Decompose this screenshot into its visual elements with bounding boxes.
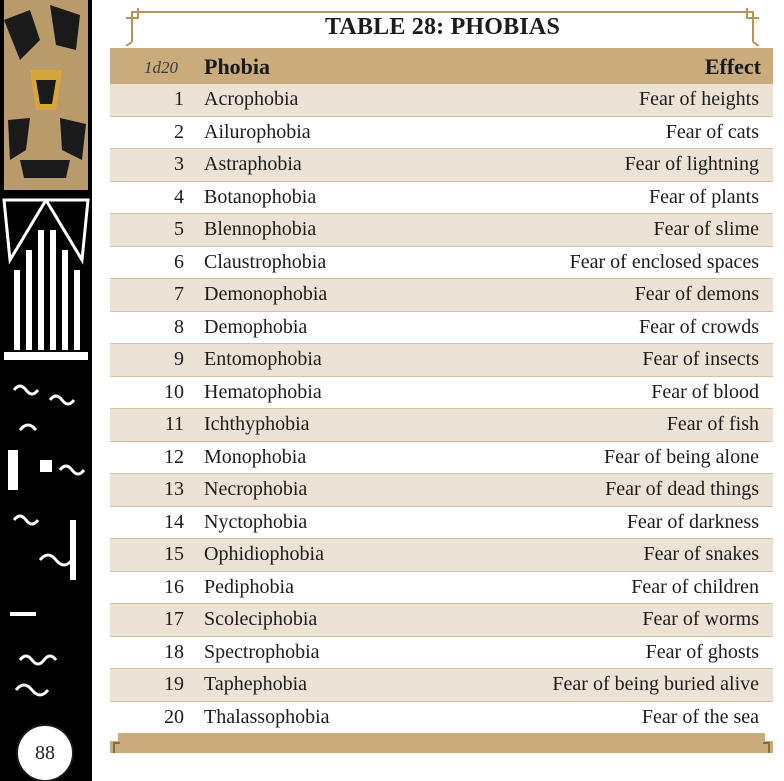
phobia-name: Taphephobia xyxy=(204,673,308,695)
table-title: TABLE 28: PHOBIAS xyxy=(325,14,560,40)
phobia-name: Nyctophobia xyxy=(204,510,308,533)
roll-number: 5 xyxy=(174,218,184,240)
table-row xyxy=(110,474,773,507)
phobia-effect: Fear of enclosed spaces xyxy=(569,250,759,273)
phobia-name: Monophobia xyxy=(204,445,307,468)
phobia-name: Scoleciphobia xyxy=(204,608,318,630)
header-phobia: Phobia xyxy=(204,54,271,79)
phobia-name: Entomophobia xyxy=(204,348,322,370)
table-row xyxy=(110,247,773,280)
phobia-name: Demonophobia xyxy=(204,283,328,305)
phobia-effect: Fear of heights xyxy=(639,88,759,110)
roll-number: 8 xyxy=(174,315,184,338)
phobia-name: Hematophobia xyxy=(204,380,322,403)
phobia-effect: Fear of darkness xyxy=(626,510,759,533)
border-art-icon xyxy=(0,0,92,781)
phobia-name: Necrophobia xyxy=(204,478,308,500)
phobia-effect: Fear of blood xyxy=(651,380,759,403)
phobia-name: Ailurophobia xyxy=(204,120,311,143)
table-row xyxy=(110,182,773,215)
roll-number: 1 xyxy=(174,88,184,110)
roll-number: 18 xyxy=(164,640,184,663)
phobia-name: Spectrophobia xyxy=(204,640,320,663)
table-row xyxy=(110,507,773,540)
phobia-effect: Fear of snakes xyxy=(643,543,759,565)
phobia-effect: Fear of plants xyxy=(649,185,759,208)
table-row xyxy=(110,214,773,247)
phobias-table xyxy=(110,0,773,781)
phobia-effect: Fear of being alone xyxy=(604,445,759,468)
roll-number: 3 xyxy=(174,153,184,175)
phobia-effect: Fear of insects xyxy=(642,348,759,370)
table-row xyxy=(110,669,773,702)
phobia-name: Botanophobia xyxy=(204,185,317,208)
table-row xyxy=(110,442,773,475)
phobia-effect: Fear of fish xyxy=(666,413,759,435)
table-body xyxy=(110,84,773,734)
page-number: 88 xyxy=(16,724,74,781)
roll-number: 14 xyxy=(164,510,184,533)
roll-number: 4 xyxy=(174,185,184,208)
ornamental-bottom-bar-icon xyxy=(110,733,773,757)
phobia-name: Demophobia xyxy=(204,315,308,338)
phobia-name: Ichthyphobia xyxy=(204,413,310,435)
table-row xyxy=(110,637,773,670)
table-row xyxy=(110,149,773,182)
phobia-effect: Fear of cats xyxy=(665,120,759,143)
table-row xyxy=(110,344,773,377)
phobia-effect: Fear of demons xyxy=(634,283,759,305)
phobia-effect: Fear of worms xyxy=(642,608,759,630)
phobia-name: Acrophobia xyxy=(204,88,299,110)
table-row xyxy=(110,604,773,637)
table-row xyxy=(110,572,773,605)
phobia-effect: Fear of slime xyxy=(653,218,759,240)
roll-number: 19 xyxy=(164,673,184,695)
table-row xyxy=(110,84,773,117)
roll-number: 7 xyxy=(174,283,184,305)
roll-number: 12 xyxy=(164,445,184,468)
header-die: 1d20 xyxy=(144,58,178,77)
decorative-border-art xyxy=(0,0,92,781)
phobia-name: Claustrophobia xyxy=(204,250,327,273)
table-row xyxy=(110,702,773,735)
roll-number: 11 xyxy=(164,413,184,435)
phobia-effect: Fear of being buried alive xyxy=(552,673,759,695)
phobia-effect: Fear of the sea xyxy=(641,705,759,728)
roll-number: 13 xyxy=(164,478,184,500)
table-row xyxy=(110,279,773,312)
table-header-row xyxy=(110,48,773,84)
table-row xyxy=(110,377,773,410)
phobia-effect: Fear of ghosts xyxy=(645,640,759,663)
table-bottom-frame xyxy=(110,733,773,757)
header-effect: Effect xyxy=(704,54,761,79)
phobia-name: Blennophobia xyxy=(204,218,317,240)
phobia-effect: Fear of dead things xyxy=(605,478,759,500)
roll-number: 15 xyxy=(164,543,184,565)
table-title-frame xyxy=(124,6,761,44)
roll-number: 17 xyxy=(164,608,184,630)
phobia-effect: Fear of lightning xyxy=(624,153,759,175)
table-row xyxy=(110,312,773,345)
table-row xyxy=(110,539,773,572)
phobia-name: Astraphobia xyxy=(204,153,302,175)
phobia-effect: Fear of children xyxy=(631,575,759,598)
roll-number: 9 xyxy=(174,348,184,370)
phobia-name: Pediphobia xyxy=(204,575,294,598)
phobia-name: Thalassophobia xyxy=(204,705,330,728)
roll-number: 16 xyxy=(164,575,184,598)
phobia-name: Ophidiophobia xyxy=(204,543,324,565)
table-row xyxy=(110,409,773,442)
roll-number: 6 xyxy=(174,250,184,273)
phobia-effect: Fear of crowds xyxy=(639,315,759,338)
roll-number: 2 xyxy=(174,120,184,143)
roll-number: 20 xyxy=(164,705,184,728)
table-row xyxy=(110,117,773,150)
roll-number: 10 xyxy=(164,380,184,403)
